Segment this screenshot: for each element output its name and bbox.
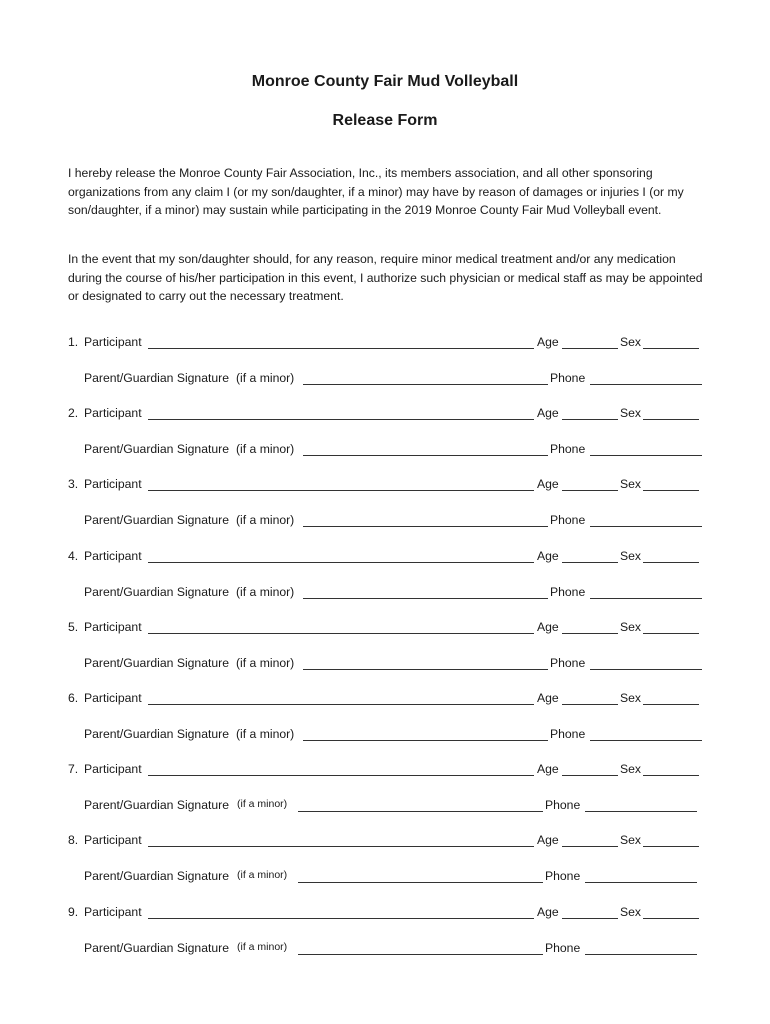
participant-name-field[interactable] bbox=[148, 846, 534, 847]
entry-number: 1. bbox=[68, 335, 79, 349]
if-minor-label: (if a minor) bbox=[236, 513, 295, 527]
guardian-row bbox=[68, 727, 708, 745]
age-field[interactable] bbox=[562, 918, 618, 919]
participant-row bbox=[68, 905, 708, 923]
guardian-signature-field[interactable] bbox=[298, 882, 543, 883]
entry-number: 2. bbox=[68, 406, 79, 420]
if-minor-label: (if a minor) bbox=[237, 798, 288, 810]
if-minor-label: (if a minor) bbox=[236, 585, 295, 599]
entry-number: 3. bbox=[68, 477, 79, 491]
participant-name-field[interactable] bbox=[148, 704, 534, 705]
entry-number: 6. bbox=[68, 691, 79, 705]
guardian-signature-field[interactable] bbox=[303, 598, 548, 599]
guardian-label: Parent/Guardian Signature bbox=[84, 869, 229, 883]
sex-label: Sex bbox=[620, 335, 642, 349]
participant-row bbox=[68, 549, 708, 567]
sex-field[interactable] bbox=[643, 419, 699, 420]
participant-name-field[interactable] bbox=[148, 918, 534, 919]
guardian-signature-field[interactable] bbox=[303, 669, 548, 670]
phone-field[interactable] bbox=[585, 811, 697, 812]
guardian-label: Parent/Guardian Signature bbox=[84, 513, 229, 527]
form-subtitle: Release Form bbox=[332, 112, 438, 129]
age-label: Age bbox=[537, 549, 559, 563]
age-label: Age bbox=[537, 833, 559, 847]
guardian-row bbox=[68, 371, 708, 389]
if-minor-label: (if a minor) bbox=[236, 727, 295, 741]
sex-label: Sex bbox=[620, 833, 642, 847]
participant-label: Participant bbox=[84, 620, 142, 634]
sex-label: Sex bbox=[620, 905, 642, 919]
guardian-label: Parent/Guardian Signature bbox=[84, 442, 229, 456]
participant-name-field[interactable] bbox=[148, 348, 534, 349]
sex-label: Sex bbox=[620, 477, 642, 491]
sex-field[interactable] bbox=[643, 918, 699, 919]
phone-field[interactable] bbox=[590, 526, 702, 527]
participant-name-field[interactable] bbox=[148, 562, 534, 563]
age-label: Age bbox=[537, 406, 559, 420]
entry-number: 9. bbox=[68, 905, 79, 919]
guardian-label: Parent/Guardian Signature bbox=[84, 585, 229, 599]
guardian-label: Parent/Guardian Signature bbox=[84, 371, 229, 385]
participant-label: Participant bbox=[84, 905, 142, 919]
phone-label: Phone bbox=[545, 798, 581, 812]
phone-label: Phone bbox=[550, 371, 586, 385]
sex-label: Sex bbox=[620, 406, 642, 420]
age-field[interactable] bbox=[562, 633, 618, 634]
if-minor-label: (if a minor) bbox=[237, 869, 288, 881]
participant-label: Participant bbox=[84, 549, 142, 563]
guardian-row bbox=[68, 798, 708, 816]
form-title: Monroe County Fair Mud Volleyball bbox=[251, 73, 519, 90]
phone-field[interactable] bbox=[590, 455, 702, 456]
participant-label: Participant bbox=[84, 762, 142, 776]
participant-row bbox=[68, 691, 708, 709]
participant-row bbox=[68, 406, 708, 424]
age-field[interactable] bbox=[562, 846, 618, 847]
sex-field[interactable] bbox=[643, 633, 699, 634]
age-label: Age bbox=[537, 477, 559, 491]
age-field[interactable] bbox=[562, 775, 618, 776]
guardian-label: Parent/Guardian Signature bbox=[84, 798, 229, 812]
sex-field[interactable] bbox=[643, 562, 699, 563]
participant-name-field[interactable] bbox=[148, 490, 534, 491]
medical-paragraph: In the event that my son/daughter should, for any reason, require minor medical treatment and/or any medication during the course of his/her participation in this event, I authorize such physician or medical staff as may be appointed or designated to carry out the necessary treatment. bbox=[68, 252, 703, 304]
participant-row bbox=[68, 477, 708, 495]
sex-field[interactable] bbox=[643, 490, 699, 491]
age-field[interactable] bbox=[562, 490, 618, 491]
guardian-row bbox=[68, 442, 708, 460]
participant-name-field[interactable] bbox=[148, 633, 534, 634]
entry-number: 8. bbox=[68, 833, 79, 847]
age-field[interactable] bbox=[562, 348, 618, 349]
phone-label: Phone bbox=[550, 727, 586, 741]
phone-field[interactable] bbox=[590, 669, 702, 670]
guardian-signature-field[interactable] bbox=[303, 526, 548, 527]
age-label: Age bbox=[537, 335, 559, 349]
guardian-signature-field[interactable] bbox=[298, 811, 543, 812]
if-minor-label: (if a minor) bbox=[236, 656, 295, 670]
guardian-signature-field[interactable] bbox=[303, 740, 548, 741]
guardian-label: Parent/Guardian Signature bbox=[84, 941, 229, 955]
participant-name-field[interactable] bbox=[148, 419, 534, 420]
phone-field[interactable] bbox=[590, 740, 702, 741]
sex-label: Sex bbox=[620, 691, 642, 705]
guardian-row bbox=[68, 656, 708, 674]
guardian-row bbox=[68, 513, 708, 531]
release-paragraph: I hereby release the Monroe County Fair Association, Inc., its members association, and all other sponsoring organizations from any claim I (or my son/daughter, if a minor) may have by reason of damages or injuries I (or my son/daughter, if a minor) may sustain while participating in the 2019 Monroe County Fair Mud Volleyball event. bbox=[68, 166, 684, 218]
phone-field[interactable] bbox=[590, 598, 702, 599]
age-field[interactable] bbox=[562, 704, 618, 705]
sex-field[interactable] bbox=[643, 775, 699, 776]
age-field[interactable] bbox=[562, 562, 618, 563]
age-label: Age bbox=[537, 691, 559, 705]
participant-row bbox=[68, 833, 708, 851]
participant-row bbox=[68, 762, 708, 780]
sex-label: Sex bbox=[620, 762, 642, 776]
phone-field[interactable] bbox=[585, 954, 697, 955]
age-label: Age bbox=[537, 905, 559, 919]
participant-name-field[interactable] bbox=[148, 775, 534, 776]
age-label: Age bbox=[537, 620, 559, 634]
phone-label: Phone bbox=[550, 442, 586, 456]
guardian-label: Parent/Guardian Signature bbox=[84, 656, 229, 670]
guardian-signature-field[interactable] bbox=[303, 455, 548, 456]
guardian-row bbox=[68, 585, 708, 603]
entry-number: 4. bbox=[68, 549, 79, 563]
age-label: Age bbox=[537, 762, 559, 776]
guardian-label: Parent/Guardian Signature bbox=[84, 727, 229, 741]
participant-label: Participant bbox=[84, 691, 142, 705]
participant-row bbox=[68, 335, 708, 353]
sex-field[interactable] bbox=[643, 846, 699, 847]
sex-field[interactable] bbox=[643, 704, 699, 705]
phone-field[interactable] bbox=[585, 882, 697, 883]
phone-label: Phone bbox=[545, 869, 581, 883]
phone-label: Phone bbox=[550, 585, 586, 599]
guardian-signature-field[interactable] bbox=[303, 384, 548, 385]
guardian-signature-field[interactable] bbox=[298, 954, 543, 955]
phone-label: Phone bbox=[545, 941, 581, 955]
participant-row bbox=[68, 620, 708, 638]
sex-field[interactable] bbox=[643, 348, 699, 349]
sex-label: Sex bbox=[620, 549, 642, 563]
phone-label: Phone bbox=[550, 656, 586, 670]
if-minor-label: (if a minor) bbox=[237, 941, 288, 953]
entry-number: 5. bbox=[68, 620, 79, 634]
participant-label: Participant bbox=[84, 833, 142, 847]
guardian-row bbox=[68, 941, 708, 959]
participant-label: Participant bbox=[84, 406, 142, 420]
participant-label: Participant bbox=[84, 477, 142, 491]
age-field[interactable] bbox=[562, 419, 618, 420]
guardian-row bbox=[68, 869, 708, 887]
entry-number: 7. bbox=[68, 762, 79, 776]
phone-label: Phone bbox=[550, 513, 586, 527]
if-minor-label: (if a minor) bbox=[236, 442, 295, 456]
sex-label: Sex bbox=[620, 620, 642, 634]
if-minor-label: (if a minor) bbox=[236, 371, 295, 385]
participant-label: Participant bbox=[84, 335, 142, 349]
phone-field[interactable] bbox=[590, 384, 702, 385]
